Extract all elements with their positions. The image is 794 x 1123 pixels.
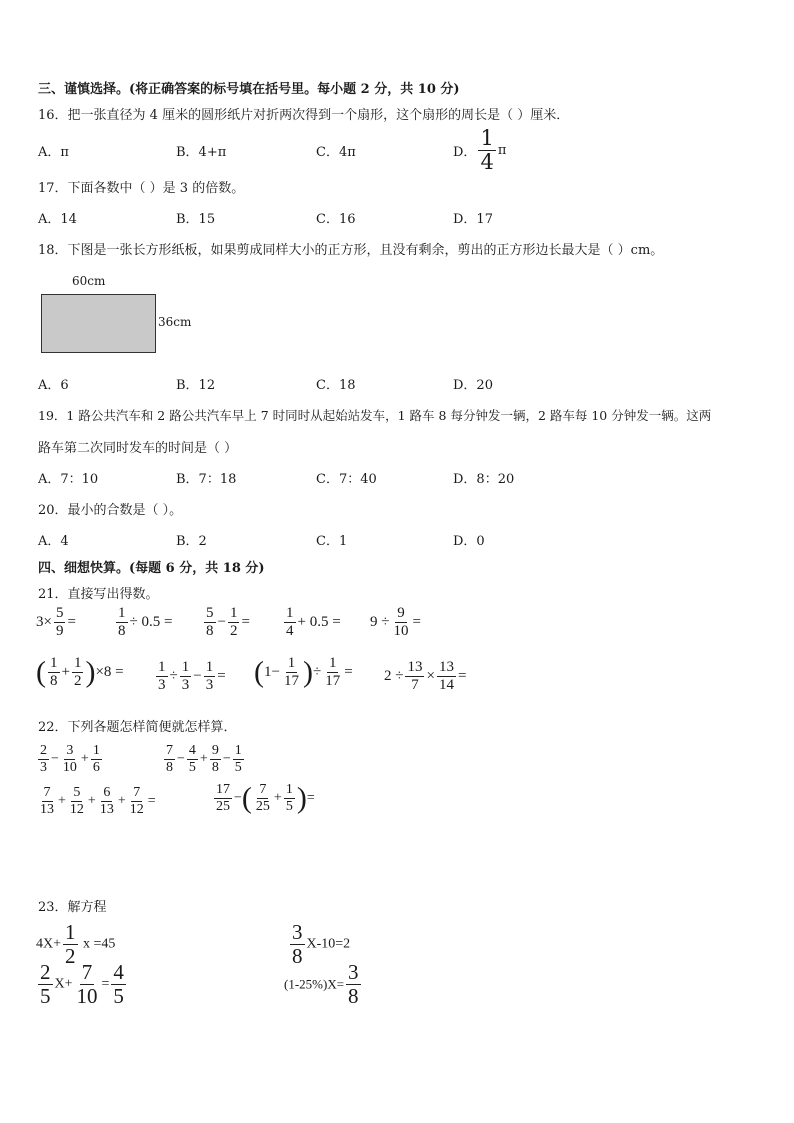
q19-stem-line-2: 路车第二次同时发车的时间是（ ）	[38, 441, 238, 456]
q18-option-b: B．12	[176, 378, 216, 393]
q21-expr-1: 3× $\frac{5}{9}$ =	[36, 605, 76, 639]
q16-d-num: 1	[480, 126, 494, 150]
q22-expr-1: $\frac{2}{3}$ − $\frac{3}{10}$ + $\frac{1}{6}$	[40, 743, 100, 775]
q18-option-c: C．18	[316, 378, 356, 393]
q16-d-den: 4	[480, 150, 494, 174]
q23-eq4-prefix: (1-25%)X=	[284, 976, 345, 992]
q16-option-b: B．4+π	[176, 145, 227, 160]
q20-stem: 20．最小的合数是（ ）。	[38, 503, 183, 518]
q16-stem: 16．把一张直径为 4 厘米的圆形纸片对折两次得到一个扇形，这个扇形的周长是（ ）厘米．	[38, 108, 570, 123]
q22-expr-3: $\frac{7}{13}$ + $\frac{5}{12}$ + $\frac{6}{13}$ + $\frac{7}{12}$ =	[40, 785, 156, 817]
q21-stem: 21．直接写出得数。	[38, 587, 159, 602]
q21-expr-6: ( $\frac{1}{8}$ + $\frac{1}{2}$ )×8 =	[36, 655, 124, 689]
q16-option-d-fraction	[478, 128, 495, 173]
q21-expr-2: $\frac{1}{8}$ ÷ 0.5 =	[118, 605, 173, 639]
q23-equation-1: 4X+ $\frac{1}{2}$ x =45	[36, 920, 116, 968]
q18-height-label: 36cm	[158, 315, 192, 329]
q20-option-a: A．4	[38, 534, 69, 549]
q17-option-d: D．17	[453, 212, 493, 227]
q19-option-d: D．8：20	[453, 472, 515, 487]
q19-stem-line-1: 19．1 路公共汽车和 2 路公共汽车早上 7 时同时从起始站发车，1 路车 8 每分钟发一辆，2 路车每 10 分钟发一辆。这两	[38, 408, 712, 423]
q16-option-a: A．π	[38, 145, 69, 160]
q19-option-c: C．7：40	[316, 472, 377, 487]
q20-option-d: D．0	[453, 534, 485, 549]
q23-equation-3: $\frac{2}{5}$ X+ $\frac{7}{10}$ = $\frac{4}{5}$	[40, 960, 124, 1008]
q17-option-a: A．14	[38, 212, 77, 227]
q16-option-d-prefix: D．	[453, 145, 477, 160]
q21-expr-9: 2 ÷ $\frac{13}{7}$ × $\frac{13}{14}$ =	[384, 659, 467, 693]
q21-expr-4: $\frac{1}{4}$ + 0.5 =	[286, 605, 341, 639]
q19-option-a: A．7：10	[38, 472, 99, 487]
q17-option-b: B．15	[176, 212, 216, 227]
q21-expr-7: $\frac{1}{3}$ ÷ $\frac{1}{3}$ − $\frac{1}{3}$ =	[158, 659, 226, 693]
q18-option-d: D．20	[453, 378, 493, 393]
q16-option-d-suffix: π	[497, 143, 507, 158]
q18-option-a: A．6	[38, 378, 69, 393]
q21-expr-8: (1− $\frac{1}{17}$ )÷ $\frac{1}{17}$ =	[254, 655, 353, 689]
q16-option-d	[453, 128, 506, 173]
q17-option-c: C．16	[316, 212, 356, 227]
q23-equation-2: $\frac{3}{8}$ X-10=2	[292, 920, 351, 968]
q18-width-label: 60cm	[72, 274, 106, 288]
q22-expr-2: $\frac{7}{8}$ − $\frac{4}{5}$ + $\frac{9}{8}$ − $\frac{1}{5}$	[166, 743, 242, 775]
q23-stem: 23．解方程	[38, 900, 107, 915]
q22-expr-4: $\frac{17}{25}$ −( $\frac{7}{25}$ + $\frac{1}{5}$ )=	[216, 781, 315, 815]
q18-stem: 18．下图是一张长方形纸板，如果剪成同样大小的正方形，且没有剩余，剪出的正方形边长最大是（ ）cm。	[38, 243, 664, 258]
q16-option-c: C．4π	[316, 145, 356, 160]
q22-stem: 22．下列各题怎样简便就怎样算．	[38, 720, 237, 735]
q20-option-c: C．1	[316, 534, 348, 549]
q20-option-b: B．2	[176, 534, 207, 549]
q21-expr-5: 9 ÷ $\frac{9}{10}$ =	[370, 605, 421, 639]
q23-equation-4: (1-25%)X= $\frac{3}{8}$	[284, 960, 359, 1008]
q21-expr-3: $\frac{5}{8}$ − $\frac{1}{2}$ =	[206, 605, 250, 639]
q18-rectangle-figure	[41, 294, 156, 353]
section-3-title: 三、谨慎选择。(将正确答案的标号填在括号里。每小题 2 分，共 10 分)	[38, 82, 460, 97]
q19-option-b: B．7：18	[176, 472, 237, 487]
q17-stem: 17．下面各数中（ ）是 3 的倍数。	[38, 181, 245, 196]
section-4-title: 四、细想快算。(每题 6 分，共 18 分)	[38, 561, 265, 576]
